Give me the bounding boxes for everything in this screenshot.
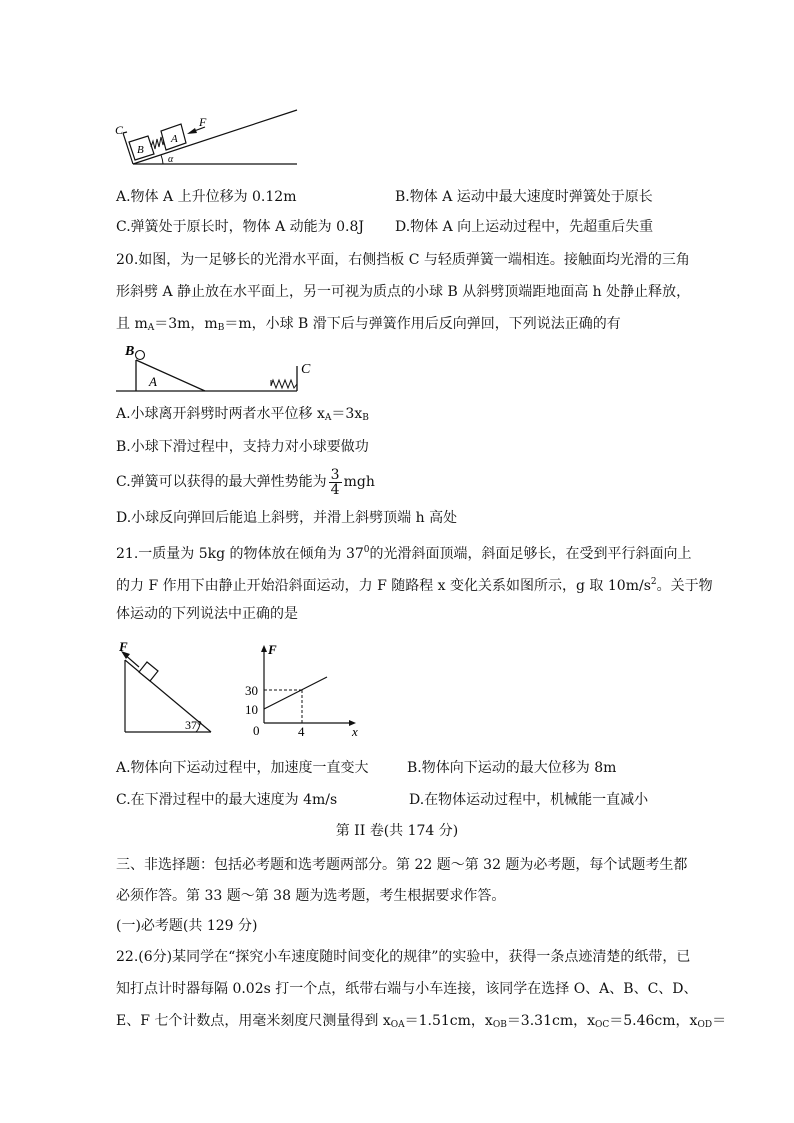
section3-line1: 三、非选择题：包括必考题和选考题两部分。第 22 题～第 32 题为必考题，每个试题考生都: [116, 857, 688, 873]
q20-option-b: B.小球下滑过程中，支持力对小球要做功: [116, 439, 369, 455]
graph-tick-4: 4: [298, 724, 305, 739]
q21-option-d: D.在物体运动过程中，机械能一直减小: [409, 792, 649, 808]
q22-line3: E、F 七个计数点，用毫米刻度尺测量得到 $x_{OA}=1.51cm$，$x_{OB}=3.31cm$，$x_{OC}=5.46cm$，$x_{OD}=$: [116, 1013, 727, 1030]
q21-option-a: A.物体向下运动过程中，加速度一直变大: [116, 760, 369, 776]
fig3-label-f: F: [119, 639, 128, 654]
fraction-three-quarters: $\frac{3}{4}$: [330, 466, 340, 498]
fig2-label-b: B: [125, 344, 135, 359]
graph-tick-10: 10: [245, 702, 258, 717]
q20-stem-line2: 形斜劈 A 静止放在水平面上，另一可视为质点的小球 B 从斜劈顶端距地面高 h 处静止释放，: [116, 284, 691, 300]
q19-option-c: C.弹簧处于原长时，物体 A 动能为 0.8J: [116, 219, 365, 235]
q21-stem-line1: 21.一质量为 5kg 的物体放在倾角为 $37^0$的光滑斜面顶端，斜面足够长，在受到平行斜面向上: [116, 545, 692, 562]
q20-option-c: C.弹簧可以获得的最大弹性势能为 $\frac{3}{4}$ mgh: [116, 466, 375, 498]
fig1-label-b: B: [137, 144, 144, 156]
section3-line2: 必须作答。第 33 题～第 38 题为选考题，考生根据要求作答。: [116, 888, 506, 904]
fig1-label-a: A: [171, 133, 178, 145]
q20-option-d: D.小球反向弹回后能追上斜劈，并滑上斜劈顶端 h 高处: [116, 510, 458, 526]
graph-y-label: F: [268, 642, 277, 657]
q19-option-d: D.物体 A 向上运动过程中，先超重后失重: [395, 219, 654, 235]
q21-option-b: B.物体向下运动的最大位移为 8m: [407, 760, 617, 776]
q20-option-a: A.小球离开斜劈时两者水平位移 $x_A=3x_B$: [116, 406, 369, 423]
graph-origin-label: 0: [253, 723, 260, 738]
fig3-label-angle: 37°: [185, 718, 202, 732]
q21-option-c: C.在下滑过程中的最大速度为 4m/s: [116, 792, 338, 808]
graph-x-label: x: [352, 724, 358, 739]
fig1-label-alpha: α: [168, 154, 174, 165]
fig1-label-c: C: [115, 123, 124, 137]
part2-title: 第 II 卷(共 174 分): [335, 823, 459, 839]
fig1-label-f: F: [199, 115, 207, 129]
q21-stem-line3: 体运动的下列说法中正确的是: [116, 606, 298, 622]
q22-line2: 知打点计时器每隔 0.02s 打一个点，纸带右端与小车连接，该同学在选择 O、A、B、C、D、: [116, 981, 698, 997]
q22-line1: 22.(6分)某同学在“探究小车速度随时间变化的规律”的实验中，获得一条点迹清楚的纸带，已: [116, 949, 691, 965]
q19-option-a: A.物体 A 上升位移为 0.12m: [116, 189, 297, 205]
fig2-label-a: A: [149, 374, 157, 389]
graph-tick-30: 30: [245, 683, 258, 698]
section3-line3: (一)必考题(共 129 分): [116, 918, 258, 934]
q19-option-b: B.物体 A 运动中最大速度时弹簧处于原长: [395, 189, 653, 205]
fig2-label-c: C: [301, 362, 311, 377]
q20-stem-line1: 20.如图，为一足够长的光滑水平面，右侧挡板 C 与轻质弹簧一端相连。接触面均光滑的三角: [116, 252, 690, 268]
q20-stem-line3: 且 $m_A=3m$，$m_B=m$，小球 B 滑下后与弹簧作用后反向弹回，下列说法正确的有: [116, 316, 621, 333]
q21-stem-line2: 的力 F 作用下由静止开始沿斜面运动，力 F 随路程 x 变化关系如图所示，g 取 $10m/s^2$。关于物: [116, 577, 713, 594]
